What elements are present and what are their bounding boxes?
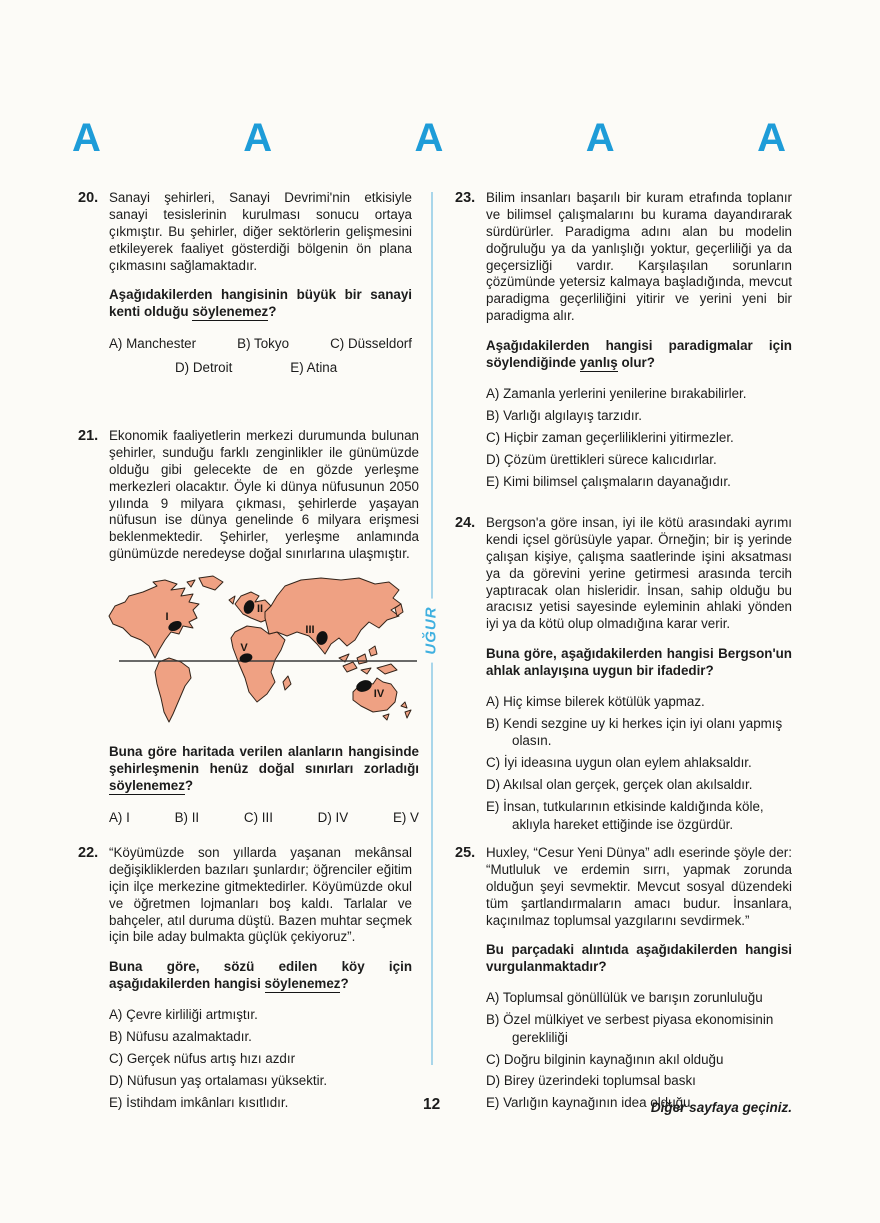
option-e: E) İstihdam imkânları kısıtlıdır.	[109, 1094, 289, 1110]
option-c: C) İyi ideasına uygun olan eylem ahlaksaldır.	[486, 755, 752, 771]
option-a: A) Manchester	[109, 336, 197, 352]
form-letter-row	[72, 118, 786, 158]
continent-north-america	[109, 580, 199, 658]
form-letter-a: A	[585, 116, 615, 160]
continent-south-america	[155, 658, 191, 722]
question-number: 20.	[78, 190, 99, 206]
option-d: D) Birey üzerindeki toplumsal baskı	[486, 1073, 696, 1089]
continent-asia	[265, 578, 401, 654]
option-e: E) Kimi bilimsel çalışmaların dayanağıdır.	[486, 473, 731, 489]
question-body: Bergson'a göre insan, iyi ile kötü arasındaki ayrımı kendi içsel görüsüyle yapar. Örneğin; bir iş yerinde çalışan kişiye, çalışma saatlerinde işini aksatması ya da görevini yerine getirmesi arasında tercih yaptıracak olan hisleridir. İnsan, sahip olduğu bu aracısız yetisi sayesinde eyleminin ahlaki yönden iyi ya da kötü olup olmadığına karar verir.	[486, 515, 792, 632]
question-body: Ekonomik faaliyetlerin merkezi durumunda bulunan şehirler, sunduğu farklı zenginlikler ile günümüzde olduğu gibi gelecekte de en gözde yerleşme merkezleri olacaktır. Öyle ki dünya nüfusunun 2050 yılında 9 milyara çıkması, şehirlerde yaşayan nüfusun ise dünya genelinde 6 milyara erişmesi beklenmektedir. Şehirler, yerleşme anlamında günümüzde neredeyse doğal sınırlarına ulaşmıştır.	[109, 428, 419, 562]
island-new-guinea	[377, 664, 397, 674]
map-label-2: II	[256, 603, 264, 616]
question-number: 22.	[78, 845, 99, 861]
form-letter-a: A	[414, 116, 444, 160]
options-list	[109, 1006, 412, 1111]
question-stem: Bu parçadaki alıntıda aşağıdakilerden hangisi vurgulanmaktadır?	[486, 942, 792, 975]
question-22	[78, 845, 412, 1116]
question-stem: Aşağıdakilerden hangisi paradigmalar için söylendiğinde yanlış olur?	[486, 338, 792, 371]
option-d: D) IV	[317, 809, 349, 825]
option-b: B) Kendi sezgine uy ki herkes için iyi olanı yapmış olasın.	[486, 715, 783, 749]
question-stem: Buna göre, aşağıdakilerden hangisi Bergson'un ahlak anlayışına uygun bir ifadedir?	[486, 646, 792, 679]
continent-africa	[231, 626, 285, 702]
option-c: C) Hiçbir zaman geçerliliklerini yitirmezler.	[486, 429, 734, 445]
options-list	[486, 385, 792, 490]
underlined-keyword: yanlış	[579, 355, 618, 371]
options-row	[109, 360, 412, 377]
island-madagascar	[283, 676, 291, 690]
question-body: Sanayi şehirleri, Sanayi Devrimi'nin etkisiyle sanayi tesislerinin kurulması sonucu ortaya çıkmıştır. Bu şehirler, diğer sektörlerin gelişmesini etkileyerek faaliyet gösterdiği bölgenin ön plana çıkmasını sağlamaktadır.	[109, 190, 412, 273]
option-e: E) İnsan, tutkularının etkisinde kaldığında köle, aklıyla hareket ettiğinde ise özgürdür.	[486, 799, 764, 832]
underlined-keyword: söylenemez	[109, 777, 185, 793]
option-b: B) Tokyo	[237, 336, 290, 352]
question-body: Huxley, “Cesur Yeni Dünya” adlı eserinde şöyle der: “Mutluluk ve erdemin sırrı, yapmak zorunda olduğun şeyi sevmektir. Mevcut sosyal düzendeki tüm şartlandırmaların amacı budur. İnsanlara, kaçınılmaz toplumsal yazgılarını sevdirmek.”	[486, 845, 792, 928]
option-d: D) Detroit	[175, 360, 233, 376]
world-map-figure	[99, 574, 419, 731]
options-row	[109, 810, 419, 827]
option-a: A) Çevre kirliliği artmıştır.	[109, 1007, 258, 1023]
question-stem: Buna göre, sözü edilen köy için aşağıdakilerden hangisi söylenemez?	[109, 959, 412, 992]
map-label-1: I	[165, 611, 169, 624]
question-24	[455, 515, 792, 837]
option-a: A) Hiç kimse bilerek kötülük yapmaz.	[486, 694, 705, 710]
question-number: 23.	[455, 190, 476, 206]
question-stem: Buna göre haritada verilen alanların hangisinde şehirleşmenin henüz doğal sınırları zorladığı söylenemez?	[109, 744, 419, 793]
option-c: C) Doğru bilginin kaynağının akıl olduğu	[486, 1051, 724, 1067]
underlined-keyword: söylenemez	[192, 304, 269, 320]
options-list	[486, 693, 792, 833]
option-c: C) Gerçek nüfus artış hızı azdır	[109, 1050, 296, 1066]
option-a: A) Zamanla yerlerini yenilerine bırakabilirler.	[486, 385, 747, 401]
question-number: 25.	[455, 845, 476, 861]
publisher-watermark: UĞUR	[409, 598, 454, 662]
option-d: D) Akılsal olan gerçek, gerçek olan akılsaldır.	[486, 777, 753, 793]
question-23	[455, 190, 792, 495]
options-list	[486, 989, 792, 1112]
map-label-3: III	[305, 624, 315, 637]
question-body: “Köyümüzde son yıllarda yaşanan mekânsal değişikliklerden bazıları şunlardır; öğrenciler eğitim için ilçe merkezine gitmektedirler. Köyümüzde okul ve öğretmen lojmanları boş kaldı. Tarlalar ve bahçeler, atıl duruma düştü. Bazen muhtar seçmek için bile aday bulmakta güçlük çekiyoruz”.	[109, 845, 412, 945]
question-21	[78, 428, 419, 827]
option-d: D) Çözüm ürettikleri sürece kalıcıdırlar.	[486, 451, 717, 467]
option-b: B) Nüfusu azalmaktadır.	[109, 1029, 252, 1045]
footer-note: Diğer sayfaya geçiniz.	[650, 1100, 792, 1115]
option-e: E) V	[392, 809, 419, 825]
form-letter-a: A	[72, 116, 101, 160]
map-label-5: V	[240, 642, 248, 655]
question-number: 24.	[455, 515, 476, 531]
option-b: B) Özel mülkiyet ve serbest piyasa ekonomisinin gerekliliği	[486, 1012, 774, 1045]
question-20	[78, 190, 412, 377]
option-e: E) Atina	[290, 360, 338, 376]
option-b: B) Varlığı algılayış tarzıdır.	[486, 407, 643, 423]
form-letter-a: A	[757, 116, 786, 160]
option-a: A) Toplumsal gönüllülük ve barışın zorunluluğu	[486, 990, 763, 1006]
option-b: B) II	[174, 809, 200, 825]
question-stem: Aşağıdakilerden hangisinin büyük bir sanayi kenti olduğu söylenemez?	[109, 287, 412, 320]
question-body: Bilim insanları başarılı bir kuram etrafında toplanır ve bilimsel çalışmalarını bu kurama dayandırarak sürdürürler. Paradigma adını alan bu modelin doğruluğu ya da yanlışlığı yoktur, geçerliliği ya da geçersizliği vardır. Karşılaşılan sorunların çözümünde yetersiz kalmaya başladığında, mevcut paradigma geçerliliğini yitirir ve yerini yeni bir paradigma alır.	[486, 190, 792, 324]
question-number: 21.	[78, 428, 99, 444]
question-25	[455, 845, 792, 1116]
world-map	[99, 574, 419, 726]
option-a: A) I	[109, 809, 130, 825]
option-d: D) Nüfusun yaş ortalaması yüksektir.	[109, 1072, 328, 1088]
options-row	[109, 336, 412, 353]
island-greenland	[199, 576, 223, 590]
option-c: C) Düsseldorf	[330, 336, 412, 352]
map-label-4: IV	[373, 688, 385, 701]
underlined-keyword: söylenemez	[264, 976, 341, 992]
form-letter-a: A	[243, 116, 273, 160]
page-number: 12	[423, 1096, 441, 1113]
option-e: E) Varlığın kaynağının idea olduğu	[486, 1095, 691, 1111]
option-c: C) III	[243, 809, 273, 825]
